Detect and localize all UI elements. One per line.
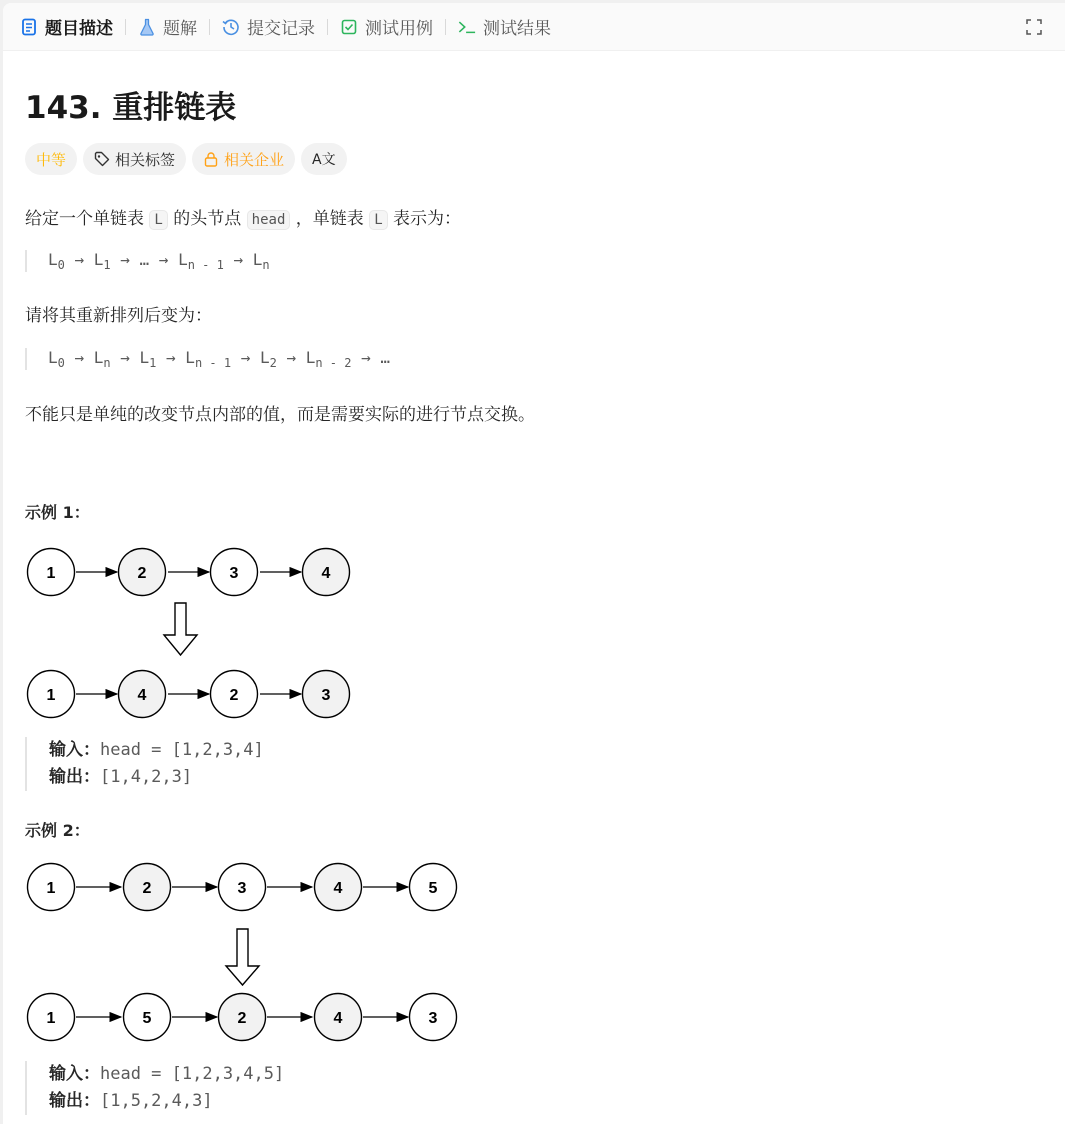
seq-part: → L (64, 348, 104, 367)
topics-tag-button[interactable] (83, 143, 186, 175)
example-1-io (25, 737, 264, 791)
tab-divider (445, 19, 446, 35)
seq-part: → L (223, 250, 263, 269)
node-value: 1 (46, 687, 56, 704)
inline-code: L (149, 210, 167, 230)
seq-part: → … (351, 348, 391, 367)
tag-row (25, 143, 347, 175)
history-icon (222, 18, 240, 36)
seq-part: L (48, 250, 58, 269)
seq-sub: n (262, 258, 270, 273)
text: 表示为： (393, 209, 462, 229)
node-value: 5 (428, 880, 438, 897)
fullscreen-icon[interactable] (1025, 18, 1043, 36)
node-value: 2 (137, 565, 147, 582)
node-value: 3 (428, 1010, 438, 1027)
node-value: 3 (229, 565, 239, 582)
companies-tag-button[interactable] (192, 143, 295, 175)
list-node (211, 671, 258, 718)
example-2-heading: 示例 2： (25, 821, 90, 840)
down-arrow-icon (226, 929, 259, 985)
list-node (303, 671, 350, 718)
lock-icon (203, 151, 219, 167)
input-value: head = [1,2,3,4] (100, 740, 264, 760)
list-node (28, 994, 75, 1041)
output-label: 输出： (49, 767, 100, 787)
inline-code: L (369, 210, 387, 230)
node-value: 3 (237, 880, 247, 897)
list-node (119, 671, 166, 718)
tab-bar (3, 3, 1065, 51)
output-value: [1,4,2,3] (100, 767, 193, 787)
node-value: 3 (321, 687, 331, 704)
difficulty-badge (25, 143, 77, 175)
seq-part: → L (231, 348, 270, 367)
tab-solutions[interactable] (138, 14, 197, 39)
description-paragraph-1 (25, 204, 461, 229)
seq-sub: n - 1 (187, 258, 224, 273)
tab-label: 题目描述 (45, 19, 113, 39)
tab-label: 测试结果 (483, 19, 551, 39)
node-value: 4 (321, 565, 331, 582)
tag-icon (94, 151, 110, 167)
problem-title: 143. 重排链表 (25, 90, 237, 126)
list-node (119, 549, 166, 596)
example-2-bottom-row (28, 994, 457, 1041)
node-value: 4 (333, 880, 343, 897)
tab-divider (327, 19, 328, 35)
seq-part: → L (276, 348, 316, 367)
example-1-top-row (28, 549, 350, 596)
output-label: 输出： (49, 1091, 100, 1111)
seq-part: → L (64, 250, 104, 269)
tab-label: 测试用例 (365, 19, 433, 39)
tab-label: 提交记录 (247, 19, 315, 39)
node-value: 1 (46, 880, 56, 897)
sequence-reordered (25, 348, 390, 370)
companies-tag-label: 相关企业 (224, 150, 285, 169)
description-paragraph-3: 不能只是单纯的改变节点内部的值，而是需要实际的进行节点交换。 (25, 405, 535, 425)
sequence-original (25, 250, 270, 272)
node-value: 4 (137, 687, 147, 704)
text: 给定一个单链表 (25, 209, 144, 229)
flask-icon (138, 18, 156, 36)
tab-description[interactable] (20, 14, 113, 39)
tab-divider (125, 19, 126, 35)
list-node (28, 671, 75, 718)
seq-part: → L (156, 348, 195, 367)
seq-sub: n - 2 (315, 356, 352, 371)
down-arrow-icon (164, 603, 197, 655)
seq-sub: n (103, 356, 111, 371)
list-node (124, 994, 171, 1041)
input-label: 输入： (49, 1064, 100, 1084)
node-value: 2 (142, 880, 152, 897)
tab-testcases[interactable] (340, 14, 433, 39)
text: 的头节点 (173, 209, 242, 229)
node-value: 1 (46, 1010, 56, 1027)
node-value: 4 (333, 1010, 343, 1027)
list-node (219, 994, 266, 1041)
example-2-io (25, 1061, 284, 1115)
node-value: 5 (142, 1010, 152, 1027)
list-node (410, 864, 457, 911)
list-node (410, 994, 457, 1041)
translate-icon: A文 (312, 152, 336, 168)
list-node (28, 864, 75, 911)
input-label: 输入： (49, 740, 100, 760)
output-value: [1,5,2,4,3] (100, 1091, 213, 1111)
list-node (124, 864, 171, 911)
node-value: 2 (229, 687, 239, 704)
tab-submissions[interactable] (222, 14, 315, 39)
list-node (28, 549, 75, 596)
list-node (315, 864, 362, 911)
seq-sub: 0 (57, 258, 65, 273)
example-1-heading: 示例 1： (25, 503, 90, 522)
problem-panel (3, 3, 1065, 1124)
example-2-diagram (21, 859, 466, 1045)
node-value: 2 (237, 1010, 247, 1027)
input-value: head = [1,2,3,4,5] (100, 1064, 285, 1084)
example-1-bottom-row (28, 671, 350, 718)
terminal-icon (458, 18, 476, 36)
seq-sub: 0 (57, 356, 65, 371)
seq-sub: 1 (103, 258, 111, 273)
list-node (211, 549, 258, 596)
node-value: 1 (46, 565, 56, 582)
difficulty-label: 中等 (36, 150, 67, 169)
inline-code: head (247, 210, 291, 230)
seq-sub: 2 (269, 356, 277, 371)
topics-tag-label: 相关标签 (115, 150, 176, 169)
list-node (315, 994, 362, 1041)
seq-sub: n - 1 (194, 356, 232, 371)
seq-sub: 1 (149, 356, 157, 371)
description-paragraph-2: 请将其重新排列后变为： (25, 306, 212, 326)
seq-part: → L (110, 348, 150, 367)
example-1-diagram (21, 543, 361, 723)
checkbox-icon (340, 18, 358, 36)
list-node (303, 549, 350, 596)
example-2-top-row (28, 864, 457, 911)
text: ，单链表 (295, 209, 364, 229)
tab-results[interactable] (458, 14, 551, 39)
seq-part: L (48, 348, 58, 367)
seq-part: → … → L (110, 250, 188, 269)
tab-label: 题解 (163, 19, 197, 39)
tab-divider (209, 19, 210, 35)
description-icon (20, 18, 38, 36)
translate-button[interactable] (301, 143, 347, 175)
list-node (219, 864, 266, 911)
